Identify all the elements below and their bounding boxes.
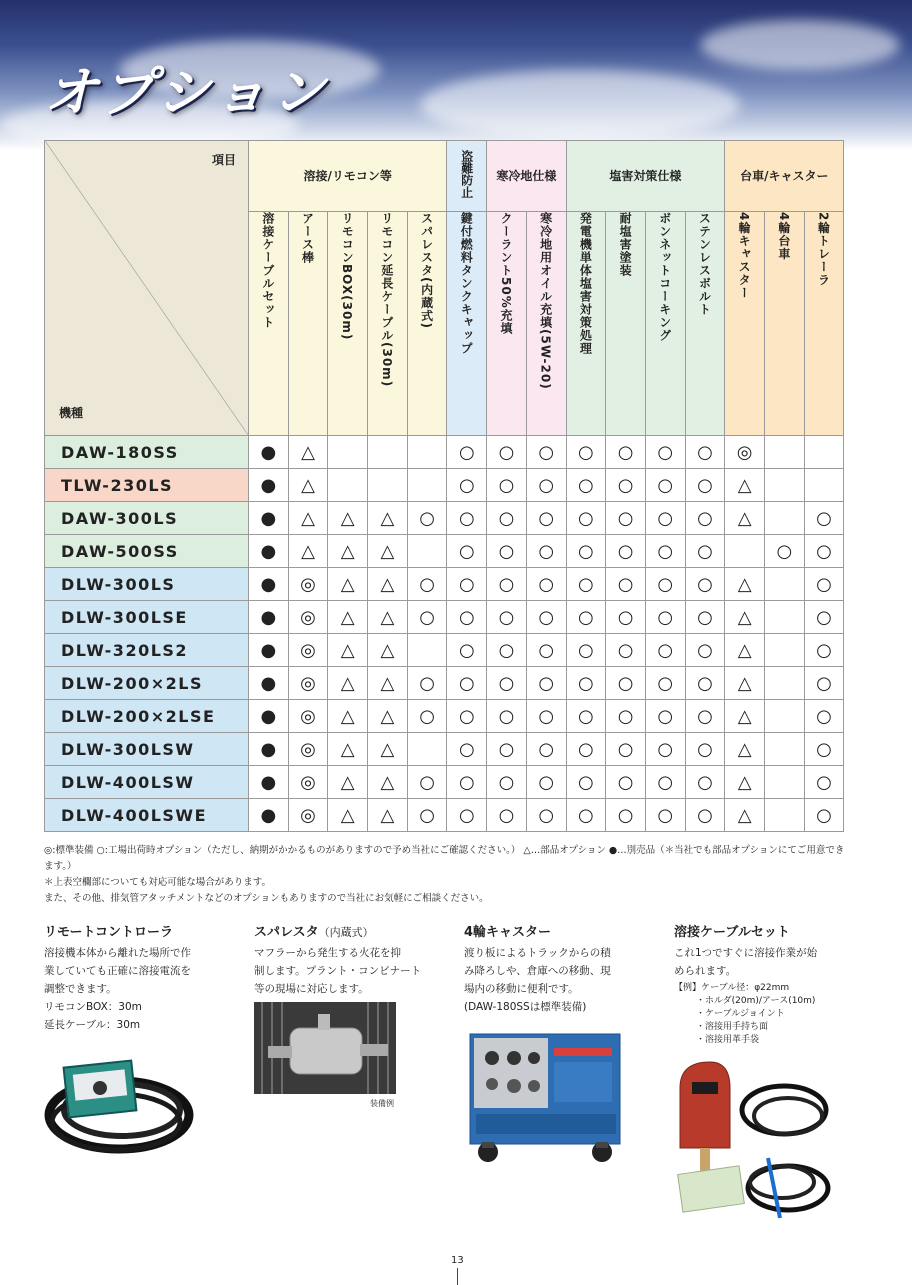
column-header-label: 発電機単体塩害対策処理: [578, 212, 593, 356]
table-row: [45, 634, 844, 667]
option-cell: ○: [685, 601, 725, 634]
model-name: DLW-300LSW: [45, 733, 249, 766]
option-cell: △: [725, 733, 765, 766]
column-header-label: ボンネットコーキング: [657, 212, 672, 343]
column-header-label: 4輪キャスター: [737, 212, 752, 300]
page-number-line: [457, 1268, 458, 1285]
remote-controller-photo: [44, 1040, 194, 1155]
option-cell: ○: [685, 469, 725, 502]
option-cell: [764, 469, 804, 502]
option-cell: ●: [249, 568, 289, 601]
option-cell: ○: [526, 436, 566, 469]
column-header: [447, 212, 487, 436]
option-cell: ○: [407, 799, 447, 832]
option-cell: ●: [249, 535, 289, 568]
section-text-line: められます。: [674, 965, 737, 977]
option-cell: ○: [526, 733, 566, 766]
option-cell: ◎: [725, 436, 765, 469]
option-cell: ○: [645, 733, 685, 766]
column-header: [526, 212, 566, 436]
column-header-label: 鍵付燃料タンクキャップ: [459, 212, 474, 356]
group-header: [447, 141, 487, 212]
option-cell: ○: [645, 799, 685, 832]
option-cell: ○: [685, 568, 725, 601]
option-cell: ○: [645, 469, 685, 502]
option-cell: ○: [606, 799, 646, 832]
option-cell: [764, 799, 804, 832]
model-name: DLW-300LS: [45, 568, 249, 601]
option-cell: ○: [645, 436, 685, 469]
option-cell: △: [725, 502, 765, 535]
table-row: [45, 766, 844, 799]
option-cell: ○: [804, 568, 844, 601]
table-row: [45, 700, 844, 733]
option-cell: ○: [566, 568, 606, 601]
option-cell: ○: [804, 667, 844, 700]
option-cell: ○: [566, 601, 606, 634]
option-cell: ○: [645, 700, 685, 733]
example-item: ・ホルダ(20m)/アース(10m): [696, 996, 816, 1006]
option-cell: △: [725, 667, 765, 700]
option-cell: △: [328, 568, 368, 601]
example-item: ・ケーブルジョイント: [696, 1009, 785, 1019]
cable-set-photo: [672, 1058, 837, 1223]
option-cell: ○: [566, 667, 606, 700]
option-cell: ○: [526, 469, 566, 502]
option-cell: ●: [249, 799, 289, 832]
option-cell: △: [328, 502, 368, 535]
option-cell: ○: [606, 733, 646, 766]
page-number: 13: [451, 1255, 464, 1266]
option-cell: ○: [804, 700, 844, 733]
option-cell: ○: [804, 502, 844, 535]
option-cell: ○: [487, 733, 527, 766]
option-cell: ◎: [288, 634, 328, 667]
option-cell: ○: [447, 601, 487, 634]
option-cell: △: [368, 634, 408, 667]
option-cell: ◎: [288, 799, 328, 832]
option-cell: [764, 700, 804, 733]
section-text-line: これ1つですぐに溶接作業が始: [674, 947, 818, 959]
column-header-label: ステンレスボルト: [697, 212, 712, 317]
option-cell: [764, 667, 804, 700]
option-cell: ○: [447, 799, 487, 832]
example-item: ・溶接用手持ち面: [696, 1022, 769, 1032]
option-cell: ○: [804, 601, 844, 634]
option-cell: △: [725, 799, 765, 832]
option-cell: ○: [447, 568, 487, 601]
option-cell: △: [368, 568, 408, 601]
option-cell: ○: [566, 799, 606, 832]
option-cell: △: [328, 667, 368, 700]
option-cell: ○: [487, 535, 527, 568]
column-header: [566, 212, 606, 436]
note-contact: また、その他、排気管アタッチメントなどのオプションもありますので当社にお気軽にご相談ください。: [44, 893, 489, 904]
model-name: TLW-230LS: [45, 469, 249, 502]
option-cell: △: [725, 700, 765, 733]
option-cell: ○: [804, 733, 844, 766]
option-cell: △: [328, 634, 368, 667]
option-cell: ○: [407, 667, 447, 700]
option-cell: ●: [249, 766, 289, 799]
option-cell: ○: [606, 766, 646, 799]
table-notes: [44, 843, 850, 907]
section-spark-arrester: [254, 924, 454, 998]
option-cell: ○: [526, 601, 566, 634]
option-cell: △: [725, 766, 765, 799]
column-header: [288, 212, 328, 436]
option-cell: ○: [447, 469, 487, 502]
option-cell: ○: [685, 766, 725, 799]
table-row: [45, 469, 844, 502]
column-header-label: スパレスタ(内蔵式): [419, 212, 434, 330]
options-table: [44, 140, 844, 832]
option-cell: ○: [685, 436, 725, 469]
group-header: 溶接/リモコン等: [249, 141, 447, 212]
option-cell: ○: [685, 667, 725, 700]
option-cell: [407, 469, 447, 502]
column-header: [804, 212, 844, 436]
option-cell: ○: [566, 469, 606, 502]
section-text-line: 調整できます。: [44, 983, 117, 995]
option-cell: ○: [566, 733, 606, 766]
option-cell: ○: [606, 436, 646, 469]
option-cell: ●: [249, 502, 289, 535]
option-cell: ○: [685, 535, 725, 568]
section-text-line: 等の現場に対応します。: [254, 983, 369, 995]
table-row: [45, 502, 844, 535]
option-cell: ●: [249, 733, 289, 766]
section-text-line: 業していても正確に溶接電流を: [44, 965, 191, 977]
section-remote-controller: [44, 924, 224, 1034]
model-name: DAW-500SS: [45, 535, 249, 568]
model-name: DLW-400LSW: [45, 766, 249, 799]
option-cell: ○: [566, 700, 606, 733]
option-cell: ○: [487, 766, 527, 799]
option-cell: ○: [407, 700, 447, 733]
table-row: [45, 601, 844, 634]
option-cell: ●: [249, 436, 289, 469]
option-cell: ○: [487, 634, 527, 667]
option-cell: △: [288, 469, 328, 502]
option-cell: ○: [566, 535, 606, 568]
section-title: リモートコントローラ: [44, 925, 173, 940]
table-row: [45, 733, 844, 766]
option-cell: ●: [249, 601, 289, 634]
column-header-label: 4輪台車: [776, 212, 791, 261]
option-cell: ○: [487, 469, 527, 502]
spark-arrester-photo: [254, 1002, 396, 1094]
table-row: [45, 799, 844, 832]
option-cell: ○: [645, 601, 685, 634]
option-cell: ○: [606, 502, 646, 535]
option-cell: ○: [487, 700, 527, 733]
column-header: [725, 212, 765, 436]
photo-caption: 装備例: [370, 1099, 394, 1108]
option-cell: [407, 535, 447, 568]
section-text-line: (DAW-180SSは標準装備): [464, 1001, 587, 1013]
option-cell: ○: [804, 535, 844, 568]
column-header-label: 耐塩害塗装: [618, 212, 633, 278]
option-cell: ○: [685, 700, 725, 733]
option-cell: ○: [447, 733, 487, 766]
option-cell: ○: [526, 799, 566, 832]
option-cell: △: [368, 502, 408, 535]
table-corner-header: [45, 141, 249, 436]
option-cell: △: [288, 535, 328, 568]
option-cell: ○: [526, 766, 566, 799]
option-cell: ○: [645, 535, 685, 568]
option-cell: ○: [487, 601, 527, 634]
column-header-label: 2輪トレーラ: [816, 212, 831, 287]
option-cell: [368, 436, 408, 469]
option-cell: △: [288, 436, 328, 469]
table-row: [45, 436, 844, 469]
option-cell: △: [725, 601, 765, 634]
group-header-label: 盗難防止: [459, 150, 474, 199]
section-title-suffix: （内蔵式）: [318, 926, 374, 939]
model-name: DLW-400LSWE: [45, 799, 249, 832]
option-cell: ◎: [288, 700, 328, 733]
option-cell: ○: [606, 700, 646, 733]
option-cell: △: [328, 766, 368, 799]
option-cell: ○: [526, 502, 566, 535]
column-header-label: アース棒: [300, 212, 315, 265]
option-cell: ○: [407, 601, 447, 634]
example-item: ・溶接用革手袋: [696, 1035, 760, 1045]
option-cell: ○: [487, 502, 527, 535]
option-cell: ○: [447, 766, 487, 799]
option-cell: ○: [447, 436, 487, 469]
model-name: DLW-200×2LS: [45, 667, 249, 700]
option-cell: ○: [804, 799, 844, 832]
option-cell: ○: [526, 535, 566, 568]
option-cell: ○: [645, 766, 685, 799]
option-cell: ◎: [288, 601, 328, 634]
column-header-label: 溶接ケーブルセット: [260, 212, 275, 330]
option-cell: ○: [526, 667, 566, 700]
welder-caster-photo: [462, 1028, 630, 1168]
option-cell: △: [725, 634, 765, 667]
table-row: [45, 568, 844, 601]
table-row: [45, 667, 844, 700]
column-header: [487, 212, 527, 436]
option-cell: ○: [447, 502, 487, 535]
model-name: DLW-200×2LSE: [45, 700, 249, 733]
option-cell: ○: [566, 502, 606, 535]
option-cell: [804, 436, 844, 469]
section-text-line: 場内の移動に便利です。: [464, 983, 579, 995]
option-cell: [328, 469, 368, 502]
option-cell: ○: [407, 568, 447, 601]
section-text-line: 渡り板によるトラックからの積: [464, 947, 611, 959]
option-cell: ○: [407, 766, 447, 799]
section-text-line: み降ろしや、倉庫への移動、現: [464, 965, 611, 977]
option-cell: ●: [249, 667, 289, 700]
option-cell: [407, 733, 447, 766]
option-cell: ○: [606, 634, 646, 667]
group-header: 寒冷地仕様: [487, 141, 566, 212]
section-text-line: 制します。プラント・コンビナート: [254, 965, 422, 977]
section-caster: [464, 924, 664, 1016]
option-cell: △: [368, 667, 408, 700]
column-header: [328, 212, 368, 436]
option-cell: ○: [606, 667, 646, 700]
option-cell: △: [328, 733, 368, 766]
option-cell: [407, 436, 447, 469]
option-cell: ○: [447, 700, 487, 733]
option-cell: [725, 535, 765, 568]
option-cell: △: [368, 700, 408, 733]
column-header: [606, 212, 646, 436]
note-legend: ◎:標準装備 ○:工場出荷時オプション（ただし、納期がかかるものがありますので予め当社にご確認ください。） △…部品オプション ●…別売品（＊当社でも部品オプションにてご用意できます。）: [44, 845, 845, 872]
option-cell: ○: [685, 733, 725, 766]
section-text-line: 溶接機本体から離れた場所で作: [44, 947, 191, 959]
column-header-label: 寒冷地用オイル充填(5W-20): [538, 212, 553, 390]
option-cell: [764, 568, 804, 601]
option-cell: ○: [645, 502, 685, 535]
example-label: 【例】: [674, 983, 702, 993]
section-cable-set: [674, 924, 864, 1047]
section-text-line: マフラーから発生する火花を抑: [254, 947, 401, 959]
option-cell: ○: [606, 469, 646, 502]
option-cell: [328, 436, 368, 469]
option-cell: ○: [645, 634, 685, 667]
option-cell: [764, 733, 804, 766]
option-cell: ○: [645, 568, 685, 601]
option-cell: ○: [685, 502, 725, 535]
option-cell: ○: [447, 535, 487, 568]
option-cell: [764, 634, 804, 667]
table-row: [45, 535, 844, 568]
option-cell: ○: [447, 667, 487, 700]
column-header-label: リモコンBOX(30m): [340, 212, 355, 341]
option-cell: ◎: [288, 766, 328, 799]
group-header: 台車/キャスター: [725, 141, 844, 212]
option-cell: ◎: [288, 733, 328, 766]
option-cell: ○: [407, 502, 447, 535]
option-cell: ●: [249, 700, 289, 733]
section-text-line: 延長ケーブル：30m: [44, 1019, 141, 1031]
option-cell: ○: [526, 634, 566, 667]
section-text-line: リモコンBOX：30m: [44, 1001, 142, 1013]
option-cell: ○: [804, 766, 844, 799]
option-cell: ●: [249, 469, 289, 502]
column-header: [764, 212, 804, 436]
column-header-label: クーラント50%充填: [498, 212, 513, 335]
option-cell: [764, 766, 804, 799]
group-header: 塩害対策仕様: [566, 141, 725, 212]
option-cell: △: [725, 469, 765, 502]
option-cell: ○: [645, 667, 685, 700]
column-header: [685, 212, 725, 436]
option-cell: ○: [606, 535, 646, 568]
model-name: DLW-320LS2: [45, 634, 249, 667]
option-cell: ○: [487, 667, 527, 700]
section-title: 溶接ケーブルセット: [674, 925, 790, 940]
option-cell: ○: [487, 799, 527, 832]
option-cell: ○: [526, 568, 566, 601]
section-title: 4輪キャスター: [464, 925, 552, 940]
model-name: DAW-300LS: [45, 502, 249, 535]
corner-model-label: 機種: [59, 406, 84, 420]
option-cell: ◎: [288, 568, 328, 601]
column-header: [645, 212, 685, 436]
option-cell: ○: [487, 568, 527, 601]
model-name: DAW-180SS: [45, 436, 249, 469]
option-cell: ○: [606, 568, 646, 601]
page-title: オプション: [44, 61, 330, 124]
example-item: ケーブル径：φ22mm: [701, 983, 790, 993]
option-cell: [407, 634, 447, 667]
option-cell: ○: [526, 700, 566, 733]
option-cell: ○: [804, 634, 844, 667]
option-cell: △: [328, 799, 368, 832]
option-cell: [804, 469, 844, 502]
option-cell: △: [368, 733, 408, 766]
option-cell: [764, 436, 804, 469]
option-cell: △: [328, 700, 368, 733]
option-cell: ○: [764, 535, 804, 568]
option-cell: ●: [249, 634, 289, 667]
column-header: [407, 212, 447, 436]
column-header-label: リモコン延長ケーブル(30m): [379, 212, 394, 388]
option-cell: ○: [566, 766, 606, 799]
option-cell: [368, 469, 408, 502]
option-cell: △: [368, 799, 408, 832]
option-cell: ○: [566, 634, 606, 667]
note-blank-cells: ＊上表空欄部についても対応可能な場合があります。: [44, 877, 272, 888]
model-name: DLW-300LSE: [45, 601, 249, 634]
option-cell: △: [328, 535, 368, 568]
corner-item-label: 項目: [211, 153, 236, 167]
option-cell: [764, 502, 804, 535]
option-cell: △: [288, 502, 328, 535]
option-cell: ◎: [288, 667, 328, 700]
option-cell: △: [368, 766, 408, 799]
option-cell: ○: [685, 799, 725, 832]
option-cell: △: [725, 568, 765, 601]
option-cell: ○: [685, 634, 725, 667]
option-cell: [764, 601, 804, 634]
option-cell: ○: [606, 601, 646, 634]
option-cell: △: [368, 601, 408, 634]
option-cell: ○: [487, 436, 527, 469]
column-header: [249, 212, 289, 436]
option-cell: △: [328, 601, 368, 634]
option-cell: ○: [566, 436, 606, 469]
section-title: スパレスタ: [254, 925, 319, 940]
option-cell: △: [368, 535, 408, 568]
column-header: [368, 212, 408, 436]
option-cell: ○: [447, 634, 487, 667]
